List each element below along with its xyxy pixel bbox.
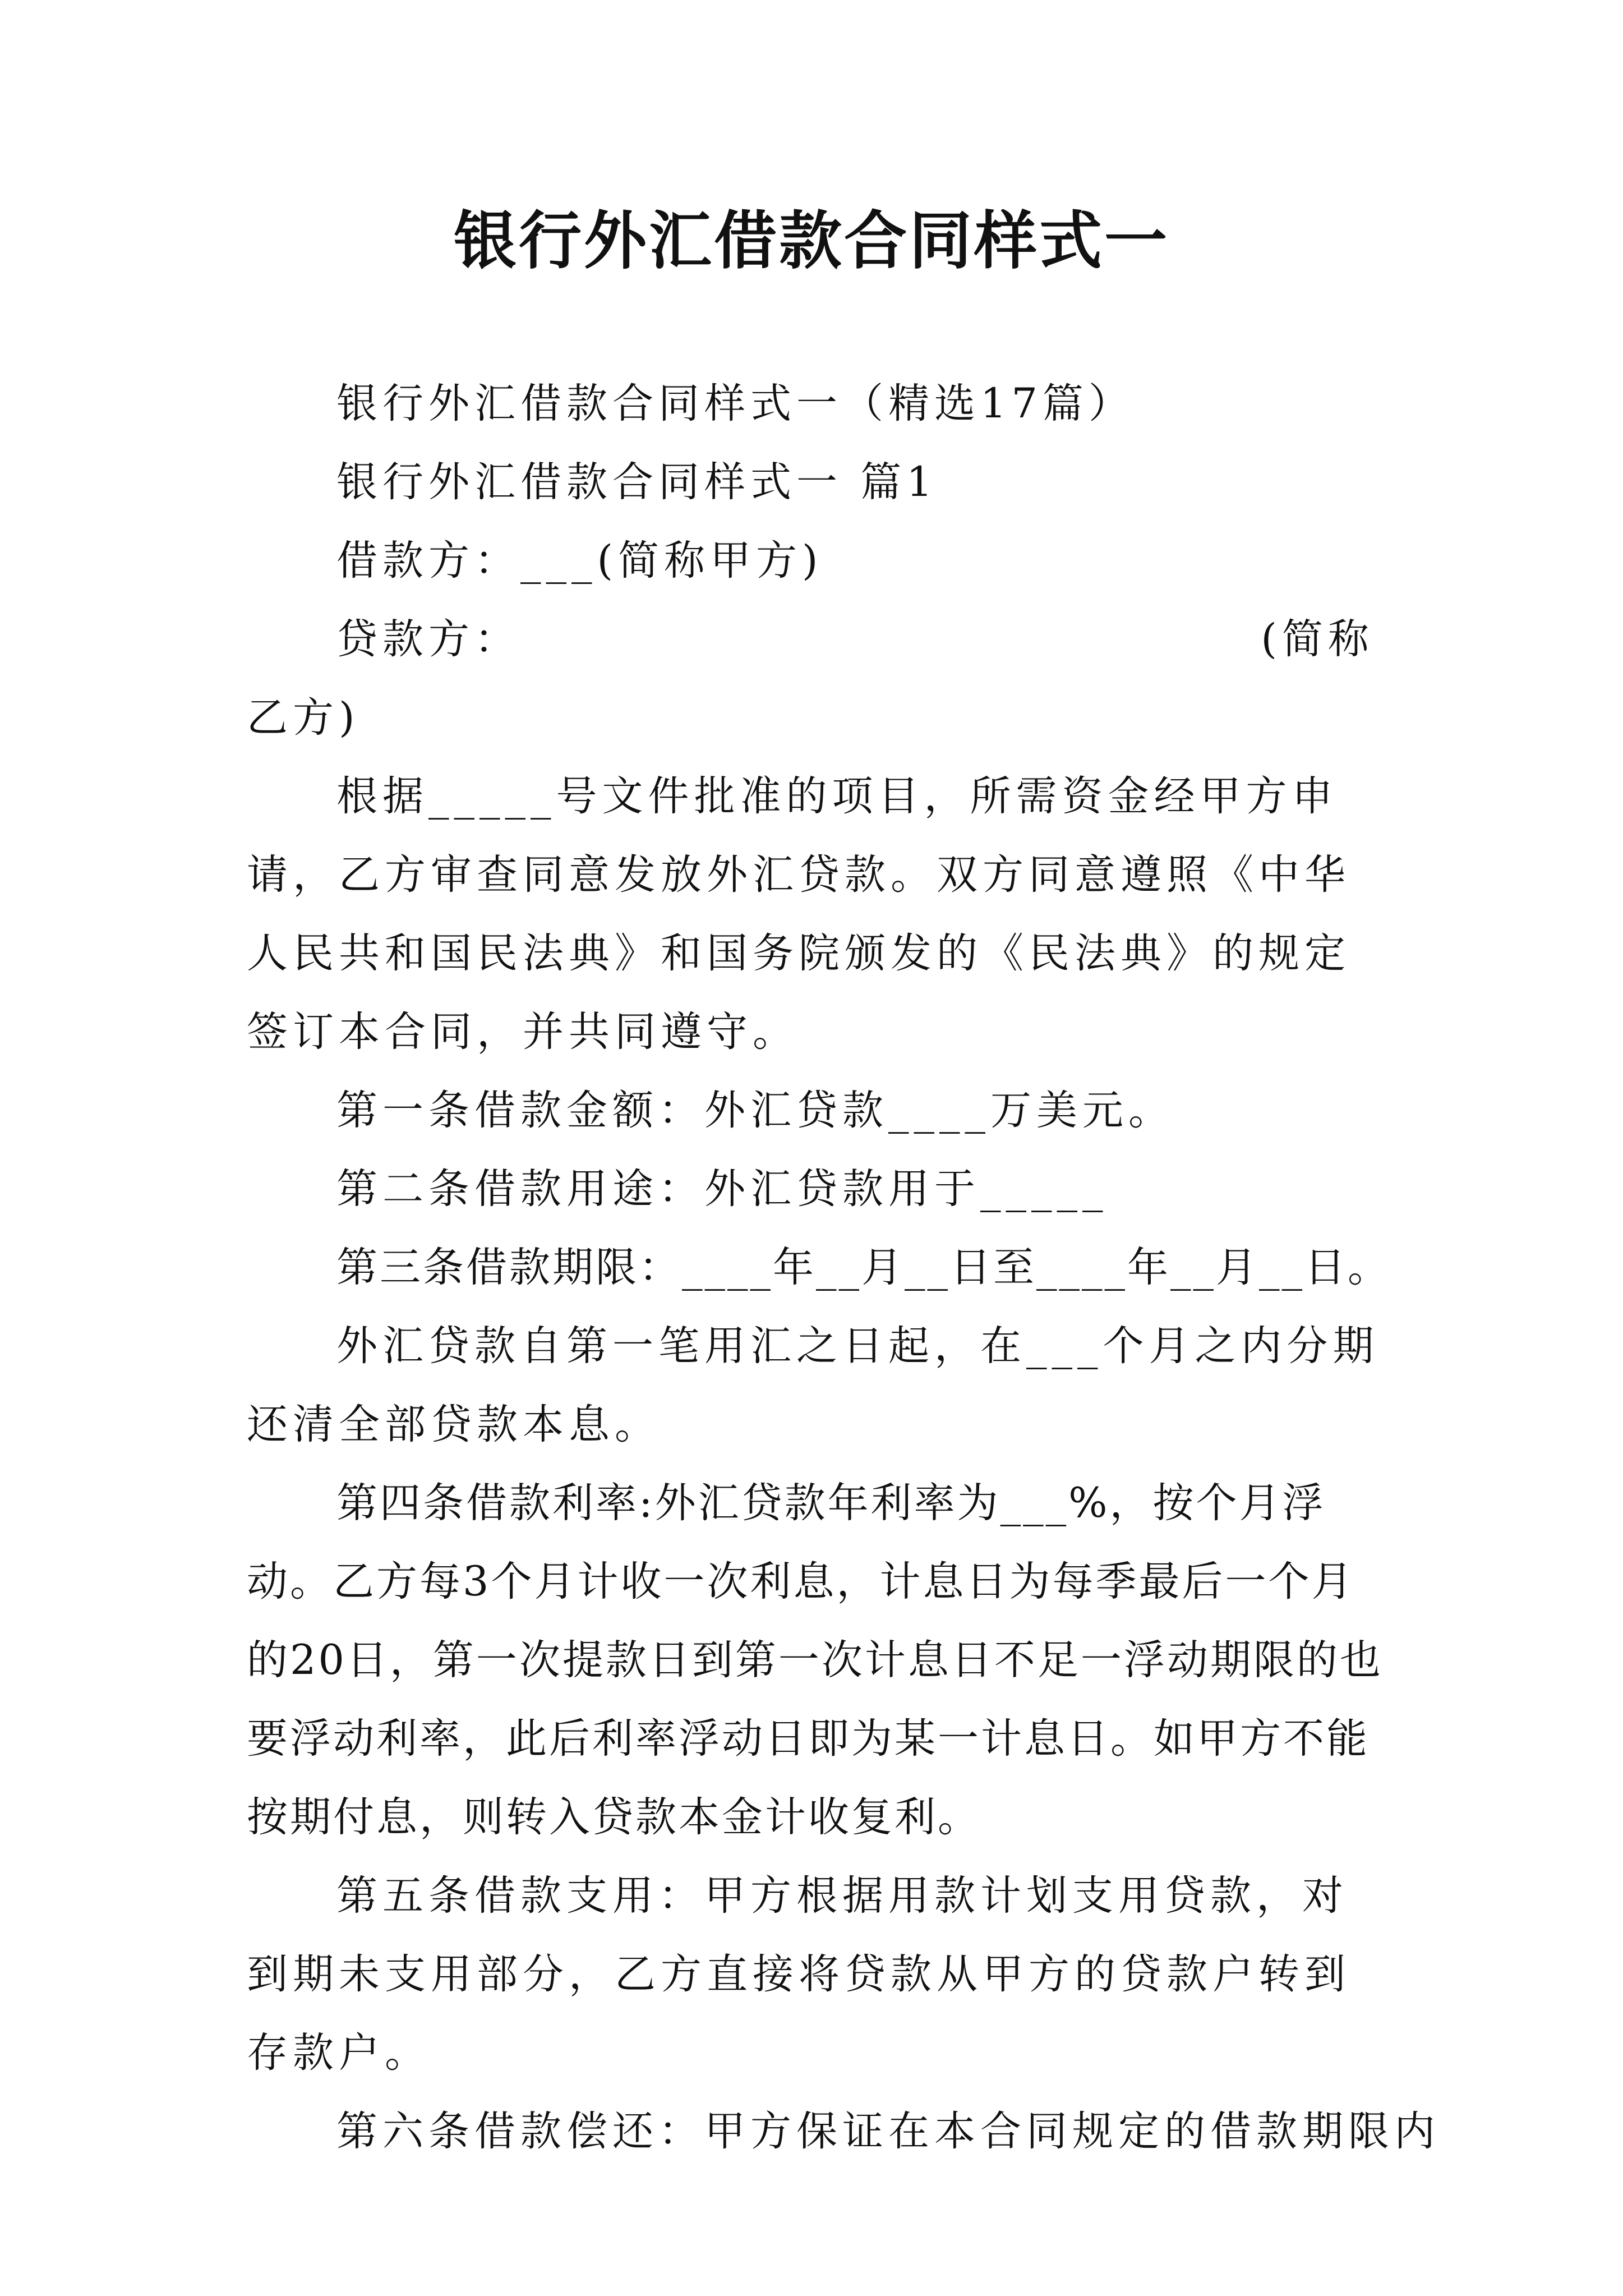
paragraph-article-1: 第一条借款金额：外汇贷款____万美元。 [336,1087,1174,1134]
document-title: 银行外汇借款合同样式一 [454,204,1169,278]
paragraph-article-4: 第四条借款利率:外汇贷款年利率为___%，按个月浮动。乙方每3个月计收一次利息，计息日为每季最后一个月的20日，第一次提款日到第一次计息日不足一浮动期限的也要浮动利率，此后利率浮动日即为某一计息日。如甲方不能按期付息，则转入贷款本金计收复利。 [247,1479,1383,1841]
document-body [247,365,1440,2171]
paragraph-repayment-term: 外汇贷款自第一笔用汇之日起，在___个月之内分期还清全部贷款本息。 [247,1322,1379,1448]
paragraph-section-heading: 银行外汇借款合同样式一 篇1 [336,458,938,506]
paragraph-article-2: 第二条借款用途：外汇贷款用于_____ [336,1165,1108,1213]
paragraph-preamble: 根据_____号文件批准的项目，所需资金经甲方申请，乙方审查同意发放外汇贷款。双方同意遵照《中华人民共和国民法典》和国务院颁发的《民法典》的规定签订本合同，并共同遵守。 [247,772,1350,1056]
paragraph-article-6: 第六条借款偿还：甲方保证在本合同规定的借款期限内 [336,2108,1440,2155]
paragraph-article-5: 第五条借款支用：甲方根据用款计划支用贷款，对到期未支用部分，乙方直接将贷款从甲方的贷款户转到存款户。 [247,1872,1350,2077]
paragraph-borrower: 借款方：___(简称甲方) [336,537,823,585]
paragraph-subtitle: 银行外汇借款合同样式一（精选17篇） [336,380,1135,427]
paragraph-lender: 贷款方： (简称乙方) [247,615,1374,742]
paragraph-article-3: 第三条借款期限：____年__月__日至____年__月__日。 [336,1244,1391,1291]
